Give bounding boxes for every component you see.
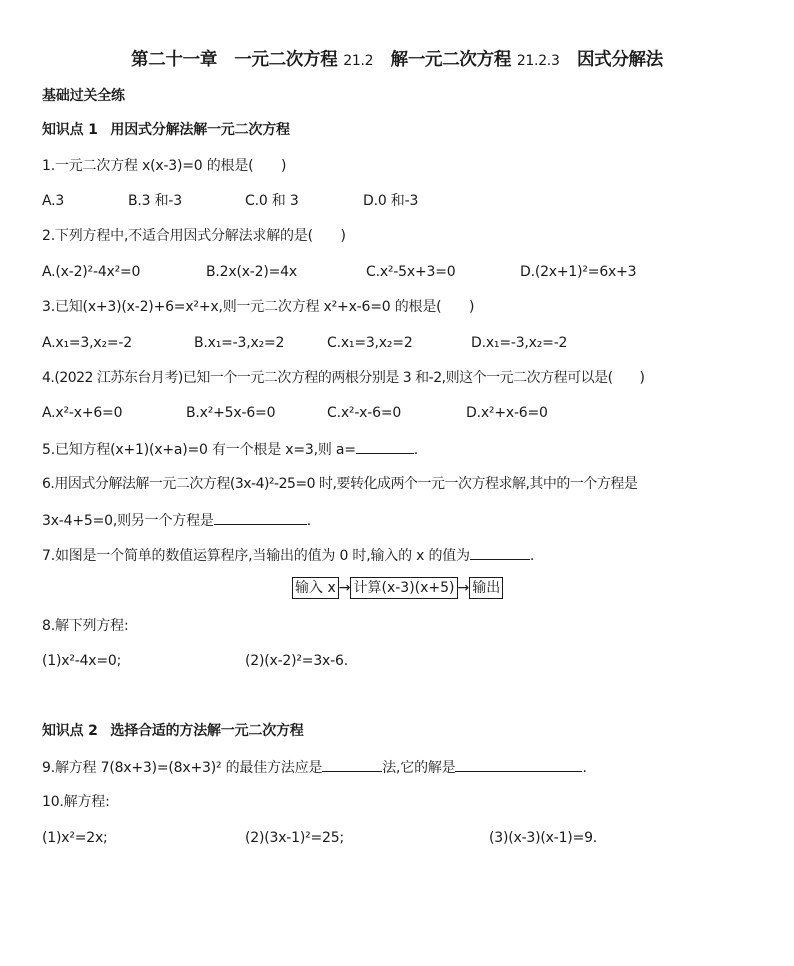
q7-answer-blank[interactable]	[470, 545, 530, 560]
q9-end: .	[582, 760, 587, 776]
knowledge-point-2	[42, 721, 304, 741]
question-6-cont	[42, 510, 311, 531]
q1-option-a: A.3	[42, 193, 65, 209]
q4-option-b: B.x²+5x-6=0	[186, 405, 276, 421]
q10-part-3: (3)(x-3)(x-1)=9.	[489, 830, 598, 846]
q2-option-d: D.(2x+1)²=6x+3	[520, 264, 637, 280]
question-3: 3.已知(x+3)(x-2)+6=x²+x,则一元二次方程 x²+x-6=0 的根是( )	[42, 299, 475, 315]
q1-option-c: C.0 和 3	[245, 193, 299, 209]
q4-option-c: C.x²-x-6=0	[327, 405, 402, 421]
q6-end: .	[306, 513, 311, 529]
q3-option-a: A.x₁=3,x₂=-2	[42, 335, 132, 351]
q6-answer-blank[interactable]	[214, 510, 307, 525]
section-heading: 基础过关全练	[42, 88, 125, 104]
section-name: 解一元二次方程	[390, 50, 512, 70]
flow-output-box: 输出	[469, 577, 503, 599]
q2-option-a: A.(x-2)²-4x²=0	[42, 264, 141, 280]
q5-answer-blank[interactable]	[356, 439, 414, 454]
q3-option-c: C.x₁=3,x₂=2	[327, 335, 413, 351]
question-2: 2.下列方程中,不适合用因式分解法求解的是( )	[42, 228, 346, 244]
question-9	[42, 757, 587, 778]
q9-method-blank[interactable]	[322, 757, 382, 772]
flow-input-box: 输入 x	[292, 577, 339, 599]
section-number: 21.2	[343, 53, 374, 69]
question-1: 1.一元二次方程 x(x-3)=0 的根是( )	[42, 158, 287, 174]
q9-solution-blank[interactable]	[455, 757, 582, 772]
subsection-name: 因式分解法	[576, 50, 663, 70]
question-4: 4.(2022 江苏东台月考)已知一个一元二次方程的两根分别是 3 和-2,则这个一元二次方程可以是( )	[42, 370, 645, 386]
q3-option-b: B.x₁=-3,x₂=2	[194, 335, 285, 351]
q7-text: 7.如图是一个简单的数值运算程序,当输出的值为 0 时,输入的 x 的值为	[42, 548, 470, 564]
knowledge-point-1	[42, 120, 290, 140]
flow-arrow-1: →	[338, 580, 351, 596]
chapter-title: 第二十一章 一元二次方程	[131, 50, 338, 70]
q3-option-d: D.x₁=-3,x₂=-2	[471, 335, 568, 351]
flow-compute-box: 计算(x-3)(x+5)	[350, 577, 457, 599]
q5-text: 5.已知方程(x+1)(x+a)=0 有一个根是 x=3,则 a=	[42, 442, 356, 458]
q6-text: 3x-4+5=0,则另一个方程是	[42, 513, 214, 529]
question-10: 10.解方程:	[42, 794, 110, 810]
q4-option-d: D.x²+x-6=0	[466, 405, 548, 421]
q10-part-2: (2)(3x-1)²=25;	[245, 830, 344, 846]
program-flowchart	[292, 577, 503, 599]
subsection-number: 21.2.3	[516, 53, 560, 69]
question-5	[42, 439, 418, 460]
kp2-title: 选择合适的方法解一元二次方程	[110, 723, 304, 739]
kp1-title: 用因式分解法解一元二次方程	[110, 122, 290, 138]
q1-option-b: B.3 和-3	[128, 193, 182, 209]
q5-end: .	[413, 442, 419, 458]
q2-option-b: B.2x(x-2)=4x	[206, 264, 297, 280]
question-7	[42, 545, 534, 566]
kp1-label: 知识点 1	[42, 122, 98, 138]
flow-arrow-2: →	[457, 580, 470, 596]
q2-option-c: C.x²-5x+3=0	[366, 264, 456, 280]
q7-end: .	[529, 548, 535, 564]
question-8: 8.解下列方程:	[42, 618, 129, 634]
page-title	[0, 46, 794, 71]
q8-part-2: (2)(x-2)²=3x-6.	[245, 653, 348, 669]
question-6: 6.用因式分解法解一元二次方程(3x-4)²-25=0 时,要转化成两个一元一次方程求解,其中的一个方程是	[42, 476, 638, 492]
q1-option-d: D.0 和-3	[363, 193, 419, 209]
kp2-label: 知识点 2	[42, 723, 98, 739]
q9-text: 9.解方程 7(8x+3)=(8x+3)² 的最佳方法应是	[42, 760, 323, 776]
q10-part-1: (1)x²=2x;	[42, 830, 108, 846]
q9-mid: 法,它的解是	[382, 760, 456, 776]
q8-part-1: (1)x²-4x=0;	[42, 653, 122, 669]
q4-option-a: A.x²-x+6=0	[42, 405, 123, 421]
